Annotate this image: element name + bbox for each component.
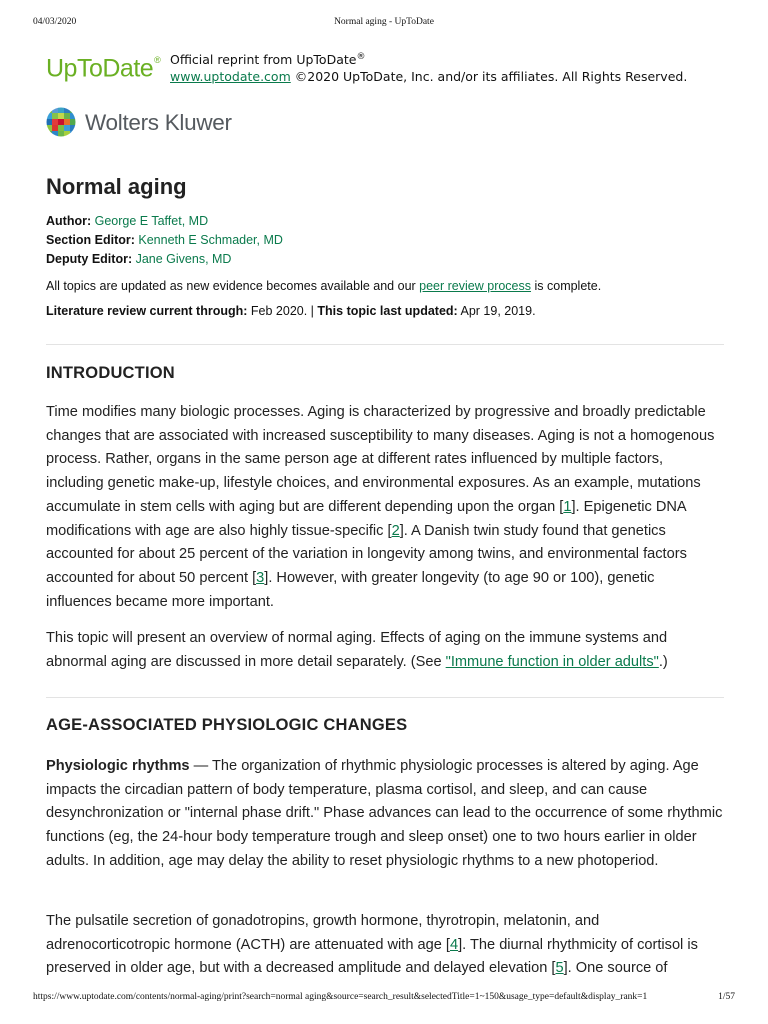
introduction-heading: INTRODUCTION [46, 364, 175, 382]
reference-link-2[interactable]: 2 [391, 522, 400, 539]
reference-link-1[interactable]: 1 [563, 498, 572, 515]
physiologic-changes-heading: AGE-ASSOCIATED PHYSIOLOGIC CHANGES [46, 716, 408, 734]
print-page-number: 1/57 [718, 992, 735, 1002]
print-footer [33, 992, 735, 1006]
section-editor-line: Section Editor: Kenneth E Schmader, MD [46, 233, 283, 247]
copyright-text: ©2020 UpToDate, Inc. and/or its affiliates. All Rights Reserved. [294, 69, 688, 85]
article-title: Normal aging [46, 174, 187, 199]
print-page-title: Normal aging - UpToDate [334, 17, 434, 27]
hormone-secretion-paragraph: The pulsatile secretion of gonadotropins, growth hormone, thyrotropin, melatonin, and adrenocorticotropic hormone (ACTH) are attenuated with age [4]. The diurnal rhythmicity of cortisol is preserved in older age, but with a decreased amplitude and delayed elevation [5]. One source of [46, 913, 698, 977]
print-date: 04/03/2020 [33, 17, 77, 27]
wolters-kluwer-wordmark: Wolters Kluwer [85, 110, 232, 135]
update-note: All topics are updated as new evidence becomes available and our peer review process is complete. [46, 279, 602, 293]
wolters-kluwer-logo [46, 107, 266, 139]
wolters-kluwer-mark-icon [46, 107, 76, 137]
section-divider [46, 344, 724, 345]
reference-link-5[interactable]: 5 [555, 960, 564, 977]
uptodate-logo: UpToDate® [46, 54, 161, 83]
review-dates: Literature review current through: Feb 2020. | This topic last updated: Apr 19, 2019. [46, 304, 536, 318]
uptodate-site-link[interactable]: www.uptodate.com [170, 69, 291, 85]
reprint-notice: Official reprint from UpToDate® www.uptodate.com ©2020 UpToDate, Inc. and/or its affiliates. All Rights Reserved. [170, 52, 688, 85]
peer-review-link[interactable]: peer review process [419, 279, 532, 293]
reference-link-3[interactable]: 3 [256, 569, 265, 586]
author-line: Author: George E Taffet, MD [46, 214, 209, 228]
print-header [33, 17, 735, 31]
introduction-paragraph-1: Time modifies many biologic processes. Aging is characterized by progressive and broadly predictable changes that are associated with increased susceptibility to many diseases. Aging is not a homogenous process. Rather, organs in the same person age at different rates influenced by multiple factors, including genetic make-up, lifestyle choices, and environmental exposures. As an example, mutations accumulate in stem cells with aging but are different depending upon the organ [1]. Epigenetic DNA modifications with age are also highly tissue-specific [2]. A Danish twin study found that genetics accounted for about 25 percent of the variation in longevity among twins, and environmental factors accounted for about 50 percent [3]. However, with greater longevity (to age 90 or 100), genetic influences became more important. [46, 404, 715, 610]
author-link[interactable]: George E Taffet, MD [94, 214, 209, 228]
section-editor-link[interactable]: Kenneth E Schmader, MD [138, 233, 283, 247]
section-divider [46, 697, 724, 698]
deputy-editor-link[interactable]: Jane Givens, MD [135, 252, 232, 266]
print-url: https://www.uptodate.com/contents/normal-aging/print?search=normal aging&source=search_result&selectedTitle=1~150&usage_type=default&display_rank=1 [33, 992, 648, 1002]
reference-link-4[interactable]: 4 [449, 936, 459, 953]
deputy-editor-line: Deputy Editor: Jane Givens, MD [46, 252, 232, 266]
reprint-line: Official reprint from UpToDate [170, 52, 357, 68]
physiologic-rhythms-paragraph: Physiologic rhythms — The organization of rhythmic physiologic processes is altered by aging. Age impacts the circadian pattern of body temperature, plasma cortisol, and sleep, and can cause desynchronization or "internal phase drift." Phase advances can lead to the occurrence of some rhythmic functions (eg, the 24-hour body temperature trough and sleep onset) one to two hours earlier in older adults. In addition, age may delay the ability to reset physiologic rhythms to a new photoperiod. [46, 758, 723, 869]
reprint-banner [46, 48, 736, 88]
introduction-paragraph-2: This topic will present an overview of normal aging. Effects of aging on the immune systems and abnormal aging are discussed in more detail separately. (See "Immune function in older adults".) [46, 630, 668, 670]
physiologic-rhythms-subheading: Physiologic rhythms [46, 758, 190, 774]
immune-function-topic-link[interactable]: "Immune function in older adults" [445, 653, 659, 670]
